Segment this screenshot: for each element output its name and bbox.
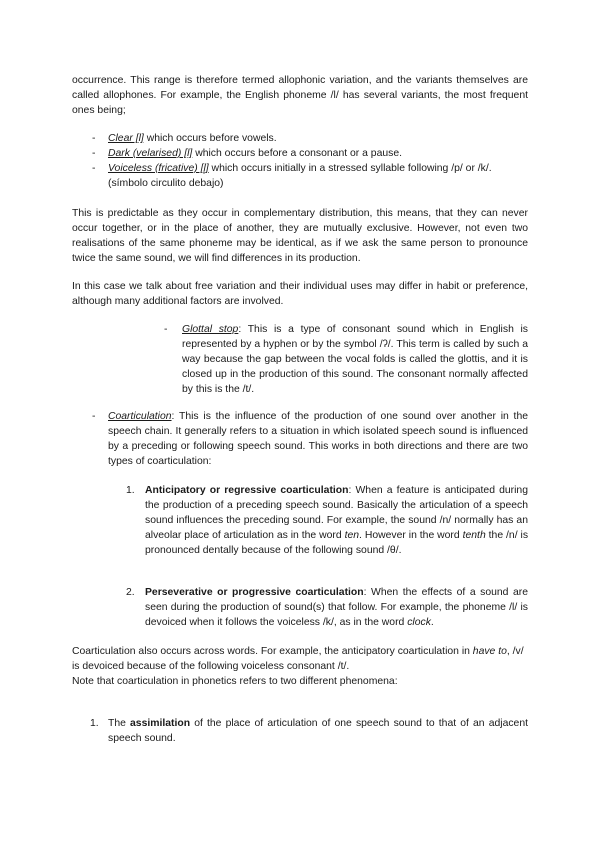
item-text: which occurs initially in a stressed syllable following /p/ or /k/.	[208, 163, 492, 174]
paragraph-note: Note that coarticulation in phonetics refers to two different phenomena:	[72, 676, 398, 687]
item-text: The	[108, 718, 131, 729]
item-text: : This is a type of consonant sound which in English is represented by a hyphen or by the symbol /ʔ/. This term is called by such a way because the gap between the vocal folds is called the glottis, and it is closed up in the production of this sound. The consonant normally affected by this is the /t/.	[182, 324, 529, 395]
list-item-clear-l	[108, 131, 528, 146]
paragraph-free-variation: In this case we talk about free variation and their individual uses may differ in habit or preference, although many additional factors are involved.	[72, 281, 528, 307]
list-dash: -	[92, 411, 96, 422]
example-word: ten	[344, 530, 360, 541]
paragraph-across-words	[72, 644, 528, 689]
list-number: 1.	[126, 485, 135, 496]
term-dark-l: Dark (velarised) [ɫ]	[108, 148, 193, 159]
list-dash: -	[92, 163, 96, 174]
paragraph-text: Coarticulation also occurs across words. For example, the anticipatory coarticulation in	[72, 646, 473, 657]
list-number: 1.	[90, 718, 99, 729]
example-word: clock	[407, 617, 431, 628]
list-dash: -	[164, 324, 168, 335]
item-text: : When a feature is anticipated during the production of a preceding speech sound. Basically the articulation of a speech sound influences the preceding sound. For example, the sound /n/ normally has an alveolar place of articulation as in the word	[145, 485, 528, 541]
paragraph-complementary-distribution: This is predictable as they occur in complementary distribution, this means, that they can never occur together, or in the place of another, they are mutually exclusive. However, not even two realisations of the same phoneme may be identical, as if we ask the same person to pronounce twice the same sound, we will find differences in its production.	[72, 208, 528, 264]
item-text: : When the effects of a sound are seen during the production of sound(s) that follow. For example, the phoneme /l/ is devoiced when it follows the voiceless /k/, as in the word	[145, 587, 528, 628]
coarticulation-item	[108, 409, 528, 469]
item-text: .	[430, 617, 434, 628]
term-coarticulation: Coarticulation	[108, 411, 172, 422]
item-text: the /n/ is pronounced dentally because of the following sound /θ/.	[145, 530, 529, 556]
example-phrase: have to	[472, 646, 507, 657]
anticipatory-coarticulation-item	[145, 483, 528, 558]
example-word: tenth	[462, 530, 486, 541]
list-dash: -	[92, 148, 96, 159]
list-number: 2.	[126, 587, 135, 598]
list-item-dark-l	[108, 146, 528, 161]
glottal-stop-item	[182, 322, 528, 397]
term-clear-l: Clear [l]	[108, 133, 144, 144]
perseverative-title: Perseverative or progressive coarticulation	[145, 587, 364, 598]
item-text: : This is the influence of the production of one sound over another in the speech chain. It generally refers to a situation in which isolated speech sound is influenced by a preceding or following speech sound. This works in both directions and there are two types of coarticulation:	[108, 411, 528, 467]
assimilation-item	[108, 716, 528, 746]
paragraph-text: , /v/ is devoiced because of the following voiceless consonant /t/.	[72, 646, 524, 672]
paragraph-allophones: occurrence. This range is therefore termed allophonic variation, and the variants themselves are called allophones. For example, the English phoneme /l/ has several variants, the most frequent ones being;	[72, 75, 528, 116]
item-text: which occurs before a consonant or a pause.	[192, 148, 402, 159]
perseverative-coarticulation-item	[145, 585, 528, 630]
list-dash: -	[92, 133, 96, 144]
list-item-voiceless-l	[108, 161, 528, 191]
term-glottal-stop: Glottal stop	[182, 324, 239, 335]
item-note: (símbolo circulito debajo)	[108, 178, 224, 189]
term-voiceless-l: Voiceless (fricative) [l̥]	[108, 163, 209, 174]
item-text: which occurs before vowels.	[143, 133, 277, 144]
item-text: . However in the word	[359, 530, 463, 541]
item-text: of the place of articulation of one speech sound to that of an adjacent speech sound.	[108, 718, 528, 744]
term-assimilation: assimilation	[130, 718, 191, 729]
anticipatory-title: Anticipatory or regressive coarticulation	[145, 485, 349, 496]
